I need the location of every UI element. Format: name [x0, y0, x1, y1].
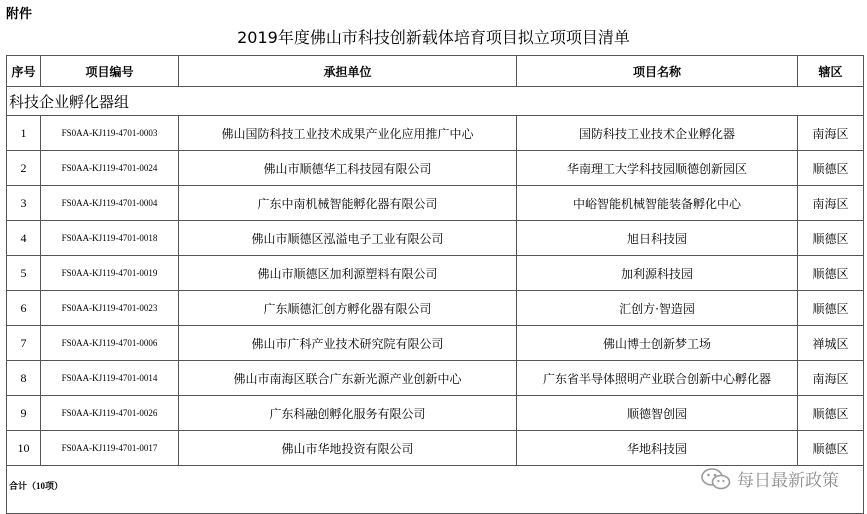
cell-no: 3	[7, 186, 41, 221]
cell-unit: 佛山市顺德华工科技园有限公司	[179, 151, 517, 186]
table-row	[7, 256, 864, 291]
cell-no: 8	[7, 361, 41, 396]
cell-name: 中峪智能机械智能装备孵化中心	[517, 186, 798, 221]
cell-name: 华南理工大学科技园顺德创新园区	[517, 151, 798, 186]
cell-district: 禅城区	[798, 326, 864, 361]
cell-district: 顺德区	[798, 431, 864, 466]
wechat-icon	[701, 467, 731, 491]
cell-no: 7	[7, 326, 41, 361]
table-row	[7, 361, 864, 396]
cell-no: 5	[7, 256, 41, 291]
table-row	[7, 151, 864, 186]
cell-code: FS0AA-KJ119-4701-0026	[41, 396, 179, 431]
cell-unit: 广东中南机械智能孵化器有限公司	[179, 186, 517, 221]
cell-name: 顺德智创园	[517, 396, 798, 431]
cell-name: 加利源科技园	[517, 256, 798, 291]
header-district: 辖区	[798, 56, 864, 87]
group-label: 科技企业孵化器组	[7, 87, 864, 116]
table-row	[7, 186, 864, 221]
cell-no: 4	[7, 221, 41, 256]
project-table	[6, 55, 864, 514]
cell-code: FS0AA-KJ119-4701-0006	[41, 326, 179, 361]
cell-no: 9	[7, 396, 41, 431]
cell-name: 国防科技工业技术企业孵化器	[517, 116, 798, 151]
cell-unit: 广东顺德汇创方孵化器有限公司	[179, 291, 517, 326]
table-row	[7, 116, 864, 151]
table-row	[7, 396, 864, 431]
cell-district: 顺德区	[798, 151, 864, 186]
table-row	[7, 221, 864, 256]
header-no: 序号	[7, 56, 41, 87]
header-code: 项目编号	[41, 56, 179, 87]
cell-code: FS0AA-KJ119-4701-0003	[41, 116, 179, 151]
cell-no: 6	[7, 291, 41, 326]
cell-name: 佛山博士创新梦工场	[517, 326, 798, 361]
header-unit: 承担单位	[179, 56, 517, 87]
cell-code: FS0AA-KJ119-4701-0018	[41, 221, 179, 256]
group-row	[7, 87, 864, 116]
table-row	[7, 326, 864, 361]
cell-code: FS0AA-KJ119-4701-0004	[41, 186, 179, 221]
attachment-label: 附件	[6, 7, 33, 22]
cell-district: 顺德区	[798, 291, 864, 326]
cell-unit: 佛山市广科产业技术研究院有限公司	[179, 326, 517, 361]
total-label: 合计（10项）	[7, 466, 864, 514]
header-name: 项目名称	[517, 56, 798, 87]
cell-code: FS0AA-KJ119-4701-0017	[41, 431, 179, 466]
cell-unit: 广东科融创孵化服务有限公司	[179, 396, 517, 431]
cell-district: 顺德区	[798, 221, 864, 256]
cell-unit: 佛山市南海区联合广东新光源产业创新中心	[179, 361, 517, 396]
cell-unit: 佛山市顺德区加利源塑料有限公司	[179, 256, 517, 291]
cell-unit: 佛山国防科技工业技术成果产业化应用推广中心	[179, 116, 517, 151]
cell-code: FS0AA-KJ119-4701-0024	[41, 151, 179, 186]
cell-district: 南海区	[798, 361, 864, 396]
cell-name: 华地科技园	[517, 431, 798, 466]
table-header-row	[7, 56, 864, 87]
cell-district: 顺德区	[798, 396, 864, 431]
cell-no: 1	[7, 116, 41, 151]
cell-name: 广东省半导体照明产业联合创新中心孵化器	[517, 361, 798, 396]
cell-name: 旭日科技园	[517, 221, 798, 256]
page-title: 2019年度佛山市科技创新载体培育项目拟立项项目清单	[237, 28, 630, 47]
cell-code: FS0AA-KJ119-4701-0019	[41, 256, 179, 291]
cell-name: 汇创方·智造园	[517, 291, 798, 326]
cell-district: 南海区	[798, 116, 864, 151]
cell-code: FS0AA-KJ119-4701-0014	[41, 361, 179, 396]
cell-code: FS0AA-KJ119-4701-0023	[41, 291, 179, 326]
table-row	[7, 291, 864, 326]
cell-no: 10	[7, 431, 41, 466]
cell-district: 南海区	[798, 186, 864, 221]
cell-district: 顺德区	[798, 256, 864, 291]
cell-no: 2	[7, 151, 41, 186]
watermark	[701, 466, 839, 491]
cell-unit: 佛山市华地投资有限公司	[179, 431, 517, 466]
watermark-text: 每日最新政策	[737, 471, 839, 491]
cell-unit: 佛山市顺德区泓溢电子工业有限公司	[179, 221, 517, 256]
table-row	[7, 431, 864, 466]
